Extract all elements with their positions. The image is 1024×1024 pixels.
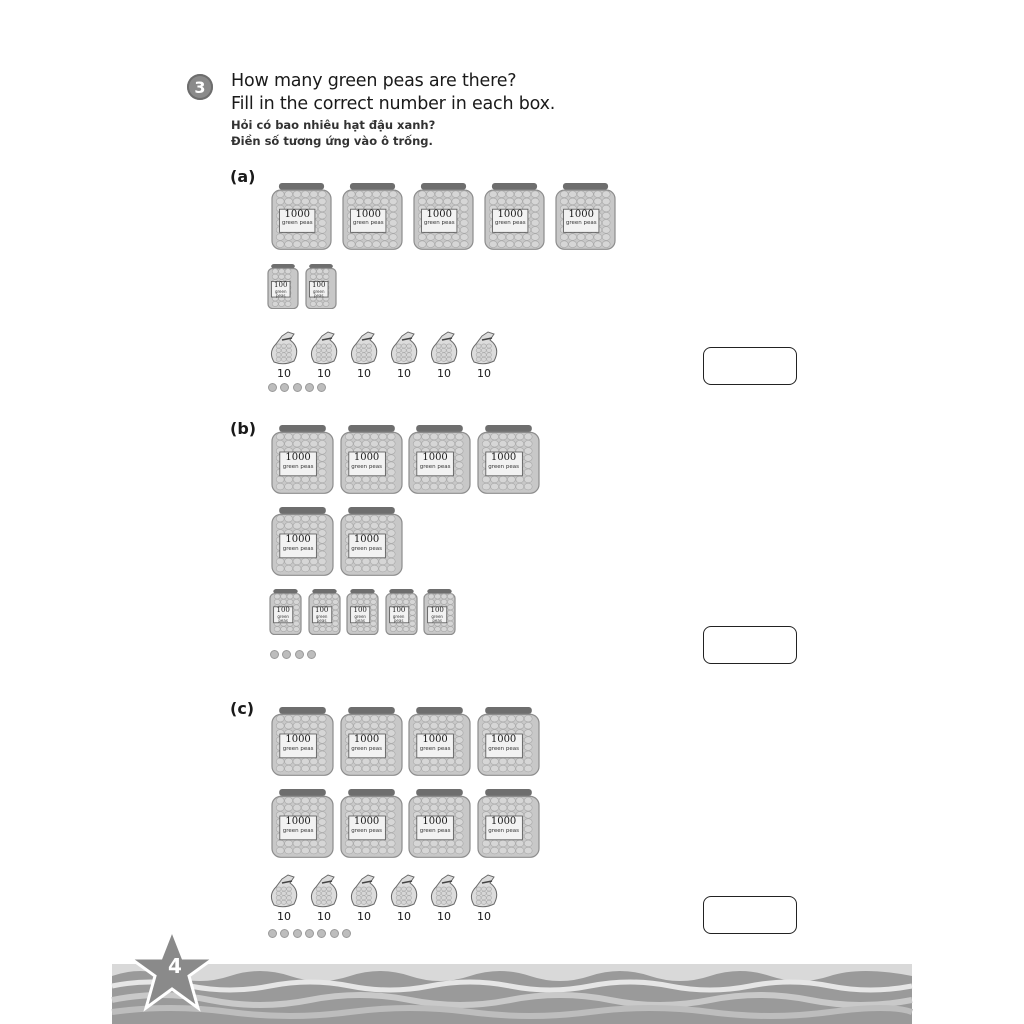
- bag-of-peas-icon: [428, 330, 462, 366]
- part-b-label: (b): [230, 419, 257, 438]
- loose-pea: [305, 929, 314, 938]
- jar-caption-label: green peas: [494, 220, 526, 227]
- jar-number-label: 1000: [353, 533, 380, 545]
- jar-caption-label: green peas: [282, 827, 314, 834]
- jar-caption-label: green peas: [352, 220, 384, 227]
- jar-1000: [340, 506, 403, 576]
- question-title-en-line2: Fill in the correct number in each box.: [231, 94, 556, 114]
- jar-caption-label: green peas: [274, 288, 287, 298]
- jar-number-label: 100: [312, 280, 326, 289]
- jar-1000: [413, 182, 474, 250]
- jar-caption-label: green peas: [431, 614, 443, 624]
- answer-box-a[interactable]: [703, 347, 797, 385]
- jar-caption-label: green peas: [488, 827, 519, 834]
- jar-1000: [555, 182, 616, 250]
- jar-caption-label: green peas: [488, 463, 519, 470]
- jar-1000: [477, 424, 540, 494]
- jar-number-label: 100: [274, 280, 288, 289]
- loose-pea: [293, 383, 302, 392]
- jar-caption-label: green peas: [312, 288, 325, 298]
- bag-number-label: 10: [477, 367, 491, 380]
- jar-caption-label: green peas: [392, 614, 405, 624]
- jar-caption-label: green peas: [351, 463, 382, 470]
- jar-number-label: 1000: [285, 533, 311, 545]
- jar-1000: [271, 706, 334, 776]
- jar-100: [269, 588, 302, 635]
- bag-of-peas-icon: [308, 873, 342, 909]
- loose-pea: [293, 929, 302, 938]
- bag-number-label: 10: [397, 910, 411, 923]
- jar-caption-label: green peas: [351, 545, 382, 552]
- bag-of-peas-icon: [388, 873, 422, 909]
- loose-pea: [317, 929, 326, 938]
- bag-number-label: 10: [277, 910, 291, 923]
- jar-caption-label: green peas: [419, 827, 451, 834]
- bag-of-peas-icon: [308, 330, 342, 366]
- jar-100: [267, 263, 299, 309]
- question-title-vi-line2: Điền số tương ứng vào ô trống.: [231, 134, 433, 148]
- jar-1000: [408, 788, 471, 858]
- jar-1000: [408, 424, 471, 494]
- jar-100: [305, 263, 337, 309]
- loose-pea: [307, 650, 316, 659]
- jar-caption-label: green peas: [565, 220, 597, 227]
- jar-number-label: 1000: [497, 208, 523, 220]
- jar-number-label: 1000: [285, 451, 311, 463]
- jar-number-label: 100: [353, 606, 367, 615]
- jar-number-label: 1000: [568, 208, 594, 220]
- jar-1000: [477, 788, 540, 858]
- jar-number-label: 1000: [355, 208, 381, 220]
- jar-caption-label: green peas: [423, 220, 455, 227]
- jar-caption-label: green peas: [351, 827, 382, 834]
- bag-of-peas-icon: [428, 873, 462, 909]
- bag-number-label: 10: [317, 367, 331, 380]
- question-title-vi-line1: Hỏi có bao nhiêu hạt đậu xanh?: [231, 118, 436, 132]
- part-a-label: (a): [230, 167, 256, 186]
- jar-caption-label: green peas: [419, 745, 451, 752]
- jar-number-label: 100: [430, 606, 444, 615]
- jar-caption-label: green peas: [419, 463, 451, 470]
- jar-number-label: 1000: [422, 451, 448, 463]
- jar-caption-label: green peas: [282, 545, 314, 552]
- jar-1000: [271, 424, 334, 494]
- jar-number-label: 1000: [490, 451, 517, 463]
- jar-number-label: 100: [276, 606, 290, 615]
- bag-of-peas-icon: [468, 330, 502, 366]
- jar-number-label: 1000: [285, 815, 311, 827]
- jar-1000: [484, 182, 545, 250]
- bag-number-label: 10: [357, 367, 371, 380]
- jar-caption-label: green peas: [281, 220, 313, 227]
- jar-number-label: 1000: [426, 208, 452, 220]
- jar-caption-label: green peas: [351, 745, 382, 752]
- jar-number-label: 1000: [285, 733, 311, 745]
- bag-of-peas-icon: [388, 330, 422, 366]
- jar-100: [423, 588, 456, 635]
- loose-pea: [270, 650, 279, 659]
- jar-1000: [408, 706, 471, 776]
- jar-1000: [340, 424, 403, 494]
- jar-number-label: 1000: [422, 815, 448, 827]
- loose-pea: [280, 929, 289, 938]
- jar-caption-label: green peas: [277, 614, 289, 624]
- jar-caption-label: green peas: [315, 614, 328, 624]
- jar-1000: [340, 706, 403, 776]
- bag-of-peas-icon: [468, 873, 502, 909]
- jar-number-label: 1000: [353, 733, 380, 745]
- loose-pea: [282, 650, 291, 659]
- jar-number-label: 1000: [490, 733, 517, 745]
- bag-of-peas-icon: [268, 873, 302, 909]
- jar-1000: [340, 788, 403, 858]
- loose-pea: [342, 929, 351, 938]
- question-number-badge: 3: [187, 74, 213, 100]
- loose-pea: [295, 650, 304, 659]
- loose-pea: [268, 929, 277, 938]
- bag-number-label: 10: [397, 367, 411, 380]
- jar-1000: [477, 706, 540, 776]
- answer-box-b[interactable]: [703, 626, 797, 664]
- jar-number-label: 1000: [490, 815, 517, 827]
- jar-100: [346, 588, 379, 635]
- bag-of-peas-icon: [348, 330, 382, 366]
- bag-of-peas-icon: [348, 873, 382, 909]
- page-number: 4: [168, 954, 182, 978]
- answer-box-c[interactable]: [703, 896, 797, 934]
- jar-caption-label: green peas: [282, 463, 314, 470]
- bag-of-peas-icon: [268, 330, 302, 366]
- jar-100: [385, 588, 418, 635]
- loose-pea: [317, 383, 326, 392]
- part-c-label: (c): [230, 699, 255, 718]
- bag-number-label: 10: [357, 910, 371, 923]
- question-title-en-line1: How many green peas are there?: [231, 71, 517, 91]
- loose-pea: [280, 383, 289, 392]
- jar-caption-label: green peas: [488, 745, 519, 752]
- jar-caption-label: green peas: [282, 745, 314, 752]
- bag-number-label: 10: [317, 910, 331, 923]
- loose-pea: [268, 383, 277, 392]
- jar-number-label: 1000: [353, 451, 380, 463]
- jar-100: [308, 588, 341, 635]
- bag-number-label: 10: [437, 910, 451, 923]
- jar-number-label: 100: [314, 606, 329, 615]
- jar-number-label: 1000: [422, 733, 448, 745]
- jar-number-label: 1000: [353, 815, 380, 827]
- jar-1000: [271, 788, 334, 858]
- jar-1000: [271, 182, 332, 250]
- jar-number-label: 100: [391, 606, 406, 615]
- loose-pea: [305, 383, 314, 392]
- jar-caption-label: green peas: [354, 614, 366, 624]
- bag-number-label: 10: [477, 910, 491, 923]
- bag-number-label: 10: [437, 367, 451, 380]
- bag-number-label: 10: [277, 367, 291, 380]
- jar-1000: [271, 506, 334, 576]
- jar-1000: [342, 182, 403, 250]
- jar-number-label: 1000: [284, 208, 310, 220]
- loose-pea: [330, 929, 339, 938]
